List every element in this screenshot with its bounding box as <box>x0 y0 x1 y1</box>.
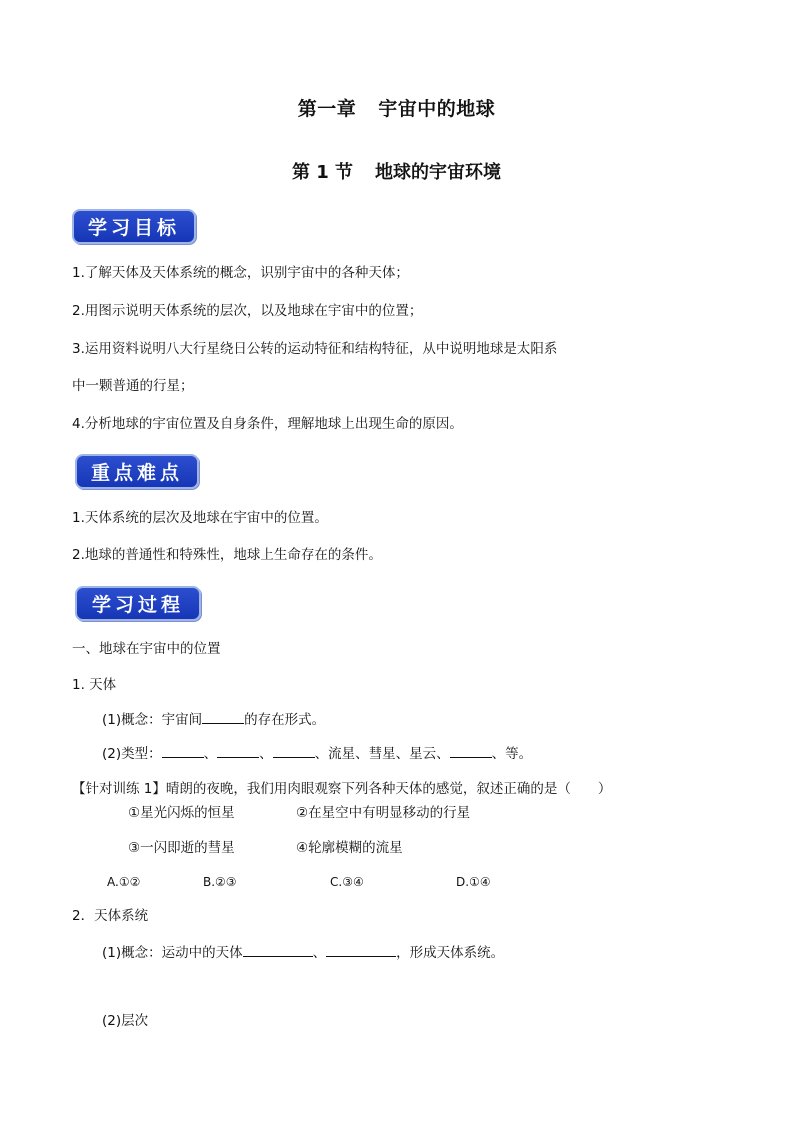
choice-a[interactable]: A.①② <box>107 875 141 889</box>
part1-title: 一、地球在宇宙中的位置 <box>72 641 221 657</box>
item2-title: 2．天体系统 <box>72 908 149 924</box>
option-1: ①星光闪烁的恒星 <box>128 805 235 821</box>
badge-key-points: 重点难点 <box>75 454 199 489</box>
goal-2: 2.用图示说明天体系统的层次，以及地球在宇宙中的位置； <box>72 303 423 319</box>
choice-d[interactable]: D.①④ <box>456 875 491 889</box>
levels-heading: (2)层次 <box>102 1013 149 1029</box>
badge-learning-goals: 学习目标 <box>72 209 196 244</box>
chapter-title <box>0 94 793 121</box>
celestial-types: (2)类型： 、 、 、流星、彗星、星云、 、等。 <box>102 743 532 763</box>
blank-system-1[interactable] <box>243 942 313 957</box>
choice-b[interactable]: B.②③ <box>203 875 237 889</box>
option-2: ②在星空中有明显移动的行星 <box>296 805 471 821</box>
training-question: 【针对训练 1】晴朗的夜晚，我们用肉眼观察下列各种天体的感觉，叙述正确的是（ ） <box>72 781 612 797</box>
key-point-2: 2.地球的普通性和特殊性，地球上生命存在的条件。 <box>72 547 382 563</box>
blank-type-3[interactable] <box>273 743 315 758</box>
badge-learning-process: 学习过程 <box>75 586 201 621</box>
section-name: 地球的宇宙环境 <box>375 162 502 183</box>
section-number: 第 1 节 <box>291 162 354 183</box>
blank-concept[interactable] <box>202 709 244 724</box>
goal-3: 3.运用资料说明八大行星绕日公转的运动特征和结构特征，从中说明地球是太阳系 <box>72 341 558 357</box>
celestial-concept: (1)概念：宇宙间 的存在形式。 <box>102 709 325 729</box>
blank-type-2[interactable] <box>217 743 259 758</box>
goal-1: 1.了解天体及天体系统的概念，识别宇宙中的各种天体； <box>72 265 409 281</box>
blank-system-2[interactable] <box>326 942 396 957</box>
item1-title: 1. 天体 <box>72 677 117 693</box>
chapter-name: 宇宙中的地球 <box>378 98 496 120</box>
section-title <box>0 158 793 184</box>
option-4: ④轮廓模糊的流星 <box>296 840 403 856</box>
choice-c[interactable]: C.③④ <box>330 875 364 889</box>
blank-type-4[interactable] <box>450 743 492 758</box>
blank-type-1[interactable] <box>162 743 204 758</box>
goal-4: 4.分析地球的宇宙位置及自身条件，理解地球上出现生命的原因。 <box>72 416 463 432</box>
goal-3-cont: 中一颗普通的行星； <box>72 378 194 394</box>
option-3: ③一闪即逝的彗星 <box>128 840 235 856</box>
chapter-number: 第一章 <box>297 98 357 120</box>
training-label: 【针对训练 1】 <box>72 781 166 797</box>
system-concept: (1)概念：运动中的天体 、 ，形成天体系统。 <box>102 942 504 962</box>
key-point-1: 1.天体系统的层次及地球在宇宙中的位置。 <box>72 510 328 526</box>
